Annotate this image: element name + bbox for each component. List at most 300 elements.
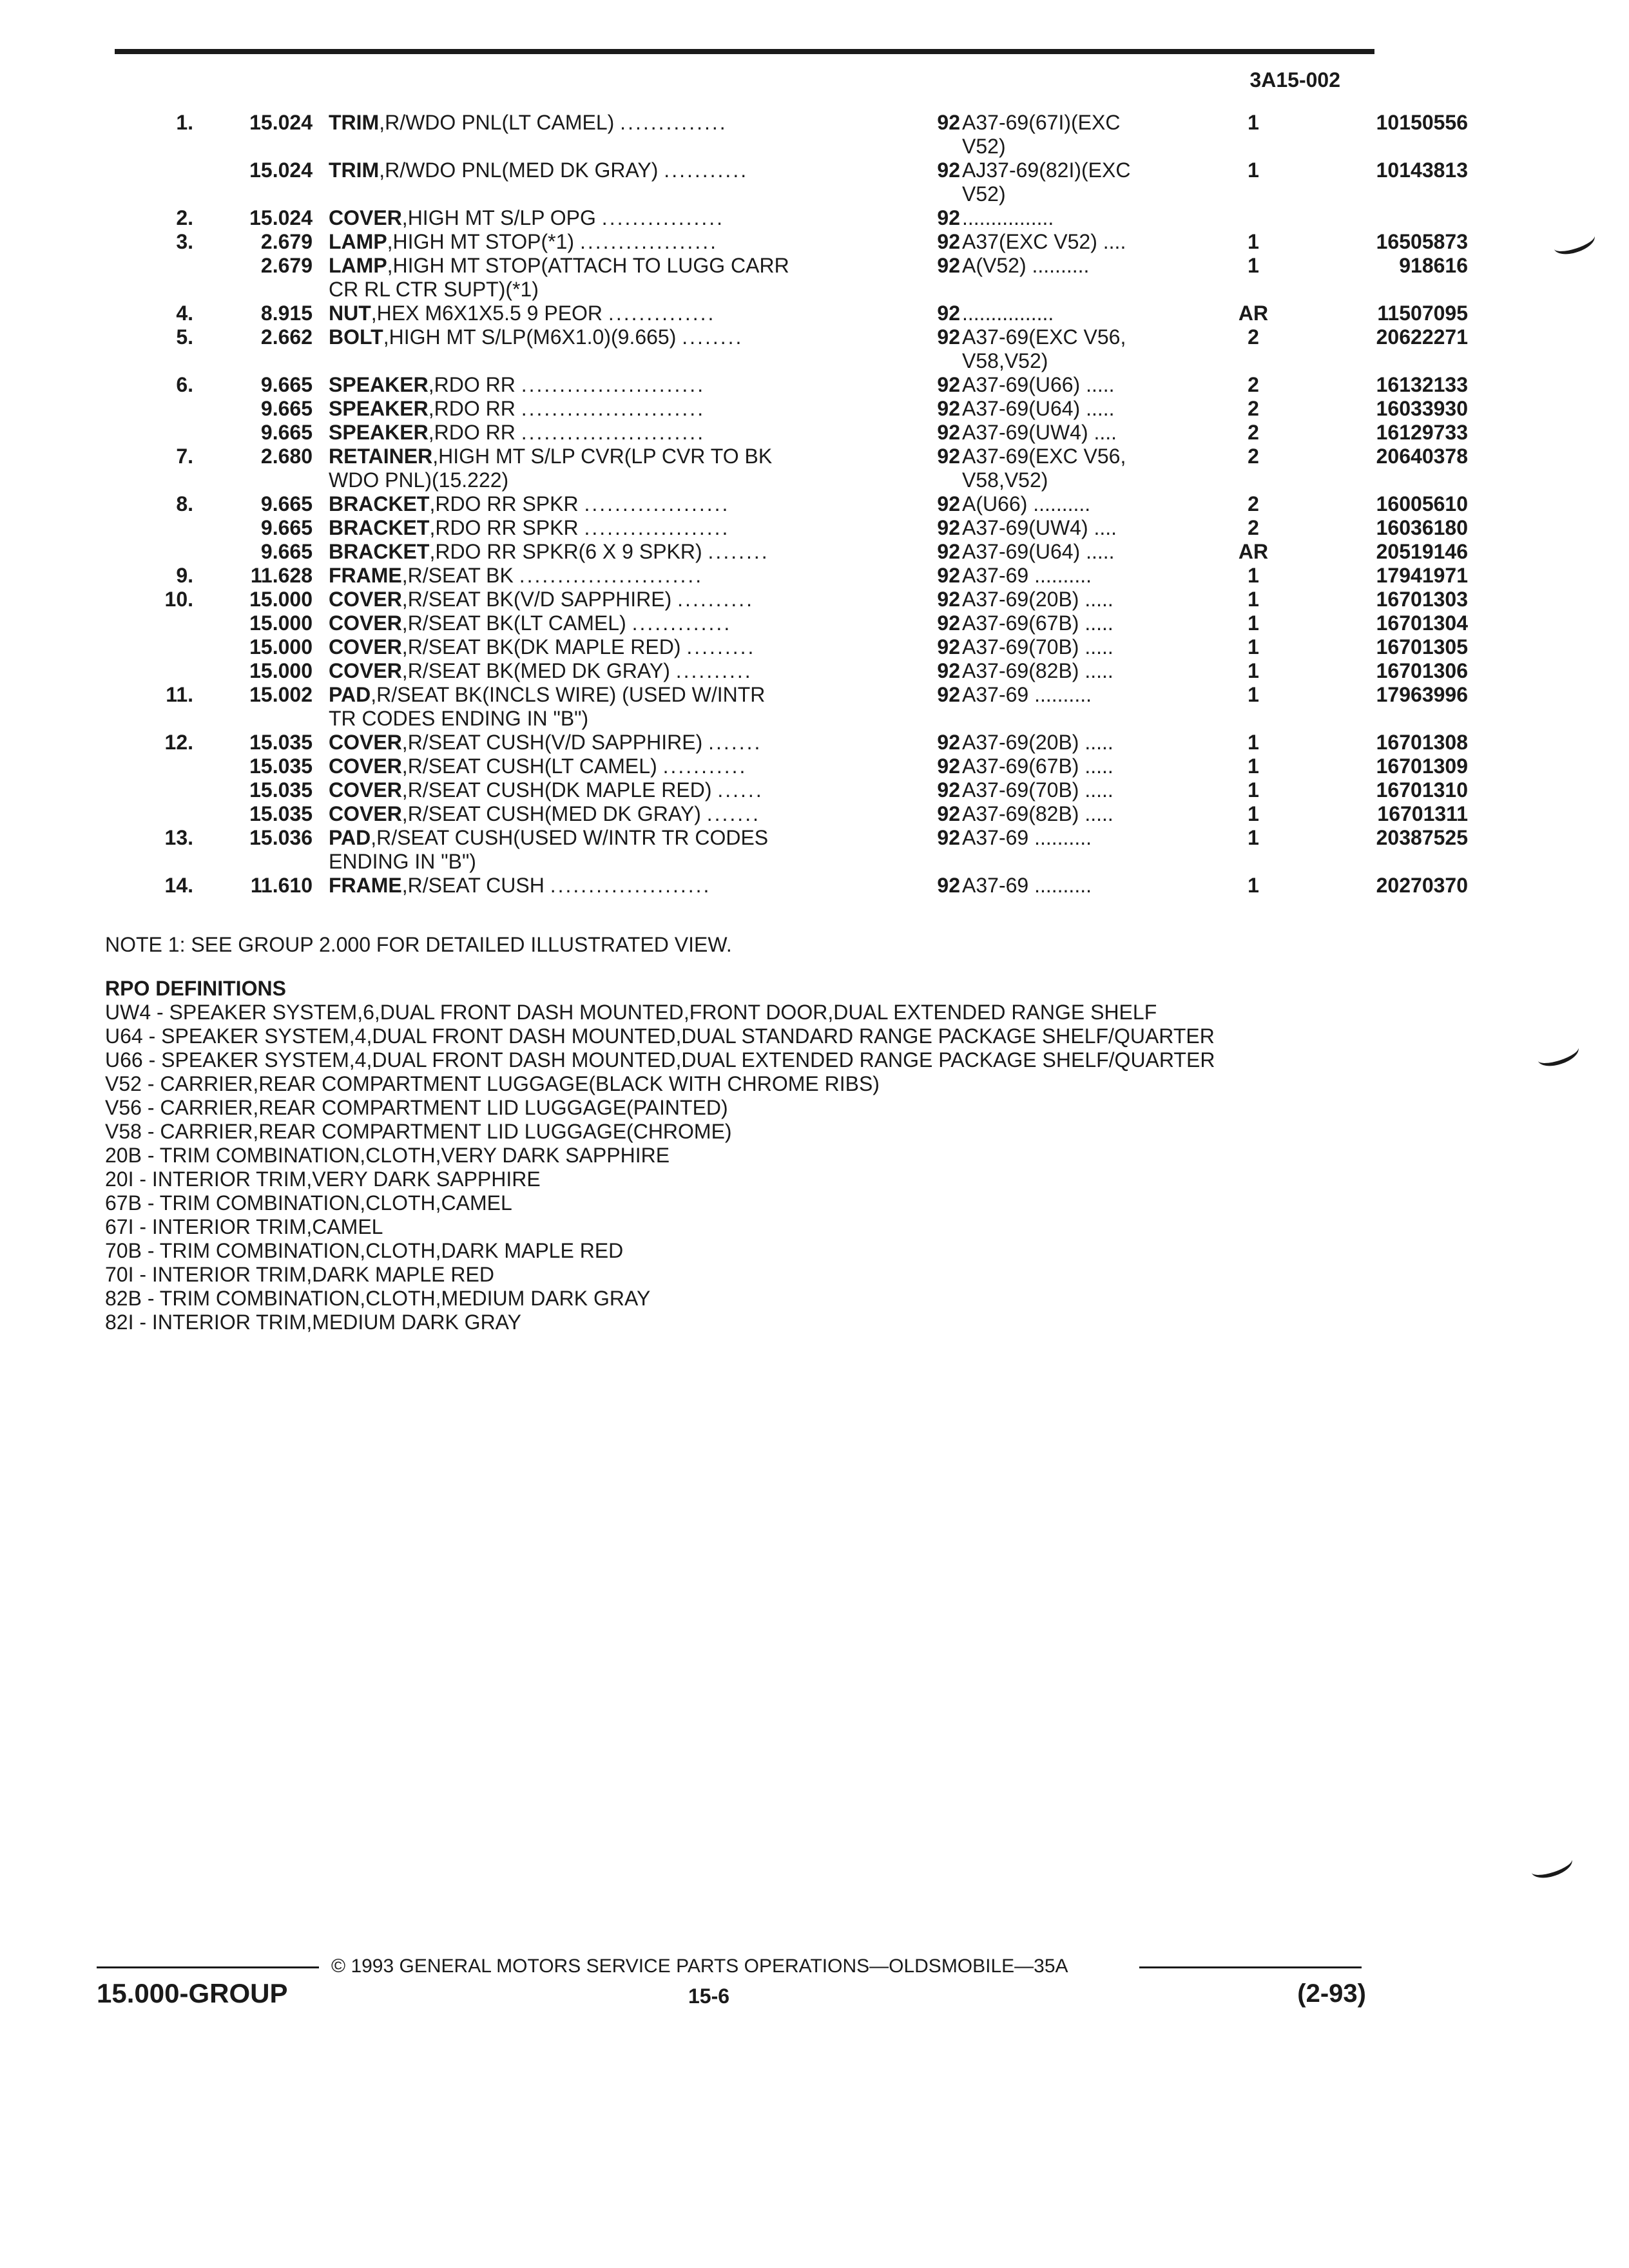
quantity: 1: [1248, 254, 1259, 277]
part-row: [97, 802, 1468, 826]
part-row: [97, 302, 1468, 325]
quantity: 1: [1248, 731, 1259, 754]
model-codes: A(U66) ..........: [962, 492, 1091, 515]
model-year: 92: [937, 588, 960, 611]
part-row: [97, 421, 1468, 445]
part-desc-text: ,HIGH MT S/LP OPG: [401, 206, 596, 229]
group-number: 9.665: [260, 373, 313, 396]
part-row: [97, 635, 1468, 659]
part-noun: COVER: [329, 611, 402, 635]
part-description: [329, 659, 960, 683]
group-number: 15.035: [249, 802, 313, 825]
part-number: 16701304: [1376, 611, 1468, 635]
part-noun: TRIM: [329, 159, 380, 182]
part-row: [97, 826, 1468, 873]
item-number: 11.: [166, 683, 193, 706]
part-desc-text: ,R/SEAT CUSH(V/D SAPPHIRE): [401, 731, 703, 754]
part-noun: COVER: [329, 754, 402, 778]
model-year: 92: [937, 325, 960, 349]
part-noun: COVER: [329, 802, 402, 825]
part-desc-text: ,HIGH MT S/LP CVR(LP CVR TO BK: [432, 445, 773, 468]
part-desc-text: ,R/SEAT CUSH(MED DK GRAY): [401, 802, 701, 825]
part-row: [97, 111, 1468, 158]
quantity: 2: [1248, 516, 1259, 539]
model-year: 92: [937, 254, 960, 277]
part-row: [97, 373, 1468, 397]
item-number: 7.: [176, 445, 193, 468]
model-codes: A(V52) ..........: [962, 254, 1090, 277]
part-noun: COVER: [329, 635, 402, 658]
dot-leader: .......: [706, 802, 760, 825]
model-codes: AJ37-69(82I)(EXC: [962, 159, 1131, 182]
quantity: AR: [1238, 302, 1269, 325]
model-year: 92: [937, 302, 960, 325]
part-description: [329, 802, 960, 826]
group-number: 15.024: [249, 111, 313, 134]
part-number: 16701306: [1376, 659, 1468, 682]
model-year: 92: [937, 230, 960, 253]
part-row: [97, 611, 1468, 635]
dot-leader: ........................: [521, 397, 706, 420]
part-description: [329, 754, 960, 778]
model-codes: A37-69(U64) .....: [962, 397, 1115, 420]
part-description: [329, 564, 960, 588]
part-row: [97, 540, 1468, 564]
part-number: 11507095: [1377, 302, 1468, 325]
part-desc-text: ,R/SEAT BK: [401, 564, 514, 587]
part-row: [97, 516, 1468, 540]
model-codes: A37-69(UW4) ....: [962, 516, 1117, 539]
part-row: [97, 159, 1468, 206]
model-year: 92: [937, 778, 960, 802]
quantity: 1: [1248, 874, 1259, 897]
quantity: 2: [1248, 325, 1259, 349]
model-codes: A37-69(U66) .....: [962, 373, 1115, 396]
rpo-definition: V52 - CARRIER,REAR COMPARTMENT LUGGAGE(BLACK WITH CHROME RIBS): [105, 1072, 880, 1095]
part-description: [329, 421, 960, 445]
part-row: [97, 683, 1468, 730]
part-desc-text: ,R/SEAT CUSH(USED W/INTR TR CODES: [371, 826, 769, 849]
group-number: 15.000: [249, 659, 313, 682]
group-number: 15.035: [249, 778, 313, 802]
dot-leader: ........................: [521, 373, 706, 396]
model-year: 92: [937, 540, 960, 563]
dot-leader: ......: [717, 778, 764, 802]
part-desc-text: ,RDO RR SPKR: [429, 492, 579, 515]
footer-rule-left: [97, 1966, 319, 1968]
part-row: [97, 874, 1468, 898]
part-number: 16701309: [1376, 754, 1468, 778]
part-description: [329, 230, 960, 254]
model-year: 92: [937, 659, 960, 682]
part-description: [329, 731, 960, 754]
item-number: 3.: [176, 230, 193, 253]
dot-leader: ..................: [579, 230, 718, 253]
dot-leader: ........................: [521, 421, 706, 444]
part-description-continued: WDO PNL)(15.222): [329, 468, 509, 492]
dot-leader: .........: [686, 635, 756, 658]
part-number: 16005610: [1376, 492, 1468, 515]
part-description-continued: ENDING IN "B"): [329, 850, 476, 873]
part-noun: BRACKET: [329, 516, 430, 539]
part-noun: LAMP: [329, 254, 387, 277]
model-codes: A37-69(82B) .....: [962, 802, 1113, 825]
footer-copyright: © 1993 GENERAL MOTORS SERVICE PARTS OPERATIONS—OLDSMOBILE—35A: [331, 1956, 1068, 1977]
part-number: 20622271: [1376, 325, 1468, 349]
part-noun: PAD: [329, 683, 371, 706]
part-noun: COVER: [329, 206, 402, 229]
model-codes: A37-69(70B) .....: [962, 778, 1113, 802]
part-desc-text: ,R/SEAT CUSH(LT CAMEL): [401, 754, 657, 778]
part-row: [97, 564, 1468, 588]
part-number: 16033930: [1376, 397, 1468, 420]
part-noun: SPEAKER: [329, 421, 429, 444]
part-desc-text: ,R/SEAT BK(DK MAPLE RED): [401, 635, 681, 658]
binder-mark: [1551, 226, 1598, 259]
model-codes: A37-69(EXC V56,: [962, 325, 1126, 349]
part-noun: BRACKET: [329, 492, 430, 515]
model-year: 92: [937, 611, 960, 635]
item-number: 13.: [164, 826, 193, 849]
quantity: 1: [1248, 635, 1259, 658]
part-desc-text: ,HIGH MT S/LP(M6X1.0)(9.665): [383, 325, 677, 349]
part-description: [329, 111, 960, 135]
group-number: 9.665: [260, 397, 313, 420]
rpo-definition: 67I - INTERIOR TRIM,CAMEL: [105, 1215, 383, 1238]
footer-group: 15.000-GROUP: [97, 1978, 288, 2008]
part-number: 16701310: [1376, 778, 1468, 802]
part-description: [329, 826, 960, 850]
part-number: 20270370: [1376, 874, 1468, 897]
quantity: 1: [1248, 778, 1259, 802]
part-description: [329, 159, 960, 182]
dot-leader: ...........: [662, 754, 747, 778]
part-description: [329, 683, 960, 707]
model-year: 92: [937, 683, 960, 706]
group-number: 15.000: [249, 588, 313, 611]
group-number: 15.035: [249, 754, 313, 778]
part-number: 10150556: [1376, 111, 1468, 134]
part-row: [97, 445, 1468, 492]
group-number: 2.679: [260, 254, 313, 277]
rpo-definition: V58 - CARRIER,REAR COMPARTMENT LID LUGGAGE(CHROME): [105, 1120, 732, 1143]
dot-leader: ...................: [584, 516, 730, 539]
part-row: [97, 492, 1468, 516]
part-row: [97, 731, 1468, 754]
part-row: [97, 325, 1468, 372]
model-year: 92: [937, 874, 960, 897]
rpo-definition: U64 - SPEAKER SYSTEM,4,DUAL FRONT DASH MOUNTED,DUAL STANDARD RANGE PACKAGE SHELF/QUARTER: [105, 1024, 1215, 1048]
quantity: 1: [1248, 611, 1259, 635]
model-codes: A37-69(67I)(EXC: [962, 111, 1121, 134]
item-number: 12.: [164, 731, 193, 754]
part-number: 16701305: [1376, 635, 1468, 658]
model-codes: A37-69(70B) .....: [962, 635, 1113, 658]
part-noun: NUT: [329, 302, 371, 325]
model-codes: A37-69(U64) .....: [962, 540, 1115, 563]
part-noun: FRAME: [329, 874, 402, 897]
part-noun: COVER: [329, 659, 402, 682]
model-codes: A37-69 ..........: [962, 564, 1092, 587]
part-noun: PAD: [329, 826, 371, 849]
part-noun: FRAME: [329, 564, 402, 587]
model-codes: A37-69 ..........: [962, 683, 1092, 706]
note: NOTE 1: SEE GROUP 2.000 FOR DETAILED ILLUSTRATED VIEW.: [105, 933, 732, 956]
model-year: 92: [937, 635, 960, 658]
part-number: 10143813: [1376, 159, 1468, 182]
quantity: 2: [1248, 492, 1259, 515]
group-number: 15.002: [249, 683, 313, 706]
rpo-definition: V56 - CARRIER,REAR COMPARTMENT LID LUGGAGE(PAINTED): [105, 1096, 728, 1119]
dot-leader: .....................: [550, 874, 711, 897]
part-number: 20387525: [1376, 826, 1468, 849]
part-description-continued: TR CODES ENDING IN "B"): [329, 707, 589, 730]
group-number: 11.610: [250, 874, 313, 897]
item-number: 14.: [164, 874, 193, 897]
binder-mark: [1535, 1038, 1582, 1071]
part-desc-text: ,RDO RR: [428, 373, 516, 396]
part-description: [329, 206, 960, 230]
top-rule: [115, 49, 1374, 54]
part-row: [97, 659, 1468, 683]
quantity: 1: [1248, 826, 1259, 849]
part-description-continued: CR RL CTR SUPT)(*1): [329, 278, 539, 301]
part-number: 20519146: [1376, 540, 1468, 563]
rpo-definition: U66 - SPEAKER SYSTEM,4,DUAL FRONT DASH MOUNTED,DUAL EXTENDED RANGE PACKAGE SHELF/QUARTER: [105, 1048, 1215, 1072]
part-desc-text: ,RDO RR SPKR: [429, 516, 579, 539]
model-year: 92: [937, 754, 960, 778]
part-description: [329, 492, 960, 516]
model-year: 92: [937, 492, 960, 515]
rpo-definition: 67B - TRIM COMBINATION,CLOTH,CAMEL: [105, 1191, 512, 1215]
quantity: 1: [1248, 802, 1259, 825]
part-desc-text: ,HIGH MT STOP(ATTACH TO LUGG CARR: [387, 254, 789, 277]
model-year: 92: [937, 421, 960, 444]
part-number: 918616: [1399, 254, 1468, 277]
dot-leader: ................: [601, 206, 725, 229]
rpo-list: [105, 1001, 1215, 1334]
part-description: [329, 325, 960, 349]
model-codes: A37-69(EXC V56,: [962, 445, 1126, 468]
model-codes-continued: V58,V52): [962, 468, 1048, 492]
group-number: 11.628: [250, 564, 313, 587]
part-row: [97, 397, 1468, 421]
part-noun: TRIM: [329, 111, 380, 134]
model-year: 92: [937, 397, 960, 420]
quantity: 1: [1248, 659, 1259, 682]
part-desc-text: ,HIGH MT STOP(*1): [387, 230, 575, 253]
part-number: 16129733: [1376, 421, 1468, 444]
item-number: 8.: [176, 492, 193, 515]
rpo-definition: 82I - INTERIOR TRIM,MEDIUM DARK GRAY: [105, 1311, 521, 1334]
quantity: 2: [1248, 421, 1259, 444]
quantity: 1: [1248, 564, 1259, 587]
group-number: 2.680: [260, 445, 313, 468]
rpo-definition: 82B - TRIM COMBINATION,CLOTH,MEDIUM DARK GRAY: [105, 1287, 651, 1310]
part-description: [329, 635, 960, 659]
part-description: [329, 611, 960, 635]
part-desc-text: ,R/WDO PNL(MED DK GRAY): [379, 159, 659, 182]
part-description: [329, 397, 960, 421]
rpo-definitions: [105, 977, 1215, 1334]
part-description: [329, 445, 960, 468]
footer-date: (2-93): [1297, 1979, 1366, 2008]
page-id: 3A15-002: [1249, 68, 1340, 91]
part-desc-text: ,R/WDO PNL(LT CAMEL): [379, 111, 615, 134]
group-number: 15.024: [249, 159, 313, 182]
item-number: 2.: [176, 206, 193, 229]
part-desc-text: ,RDO RR: [428, 397, 516, 420]
rpo-definition: 70I - INTERIOR TRIM,DARK MAPLE RED: [105, 1263, 494, 1286]
part-noun: COVER: [329, 588, 402, 611]
quantity: 1: [1248, 230, 1259, 253]
quantity: 1: [1248, 588, 1259, 611]
rpo-title: RPO DEFINITIONS: [105, 977, 286, 1000]
group-number: 15.035: [249, 731, 313, 754]
model-year: 92: [937, 111, 960, 134]
quantity: 1: [1248, 159, 1259, 182]
part-description: [329, 516, 960, 540]
group-number: 15.024: [249, 206, 313, 229]
item-number: 6.: [176, 373, 193, 396]
model-year: 92: [937, 159, 960, 182]
part-noun: SPEAKER: [329, 373, 429, 396]
model-codes: A37-69(82B) .....: [962, 659, 1113, 682]
dot-leader: .......: [708, 731, 762, 754]
part-number: 16701311: [1377, 802, 1468, 825]
dot-leader: ...........: [664, 159, 749, 182]
dot-leader: ..............: [608, 302, 716, 325]
part-description: [329, 254, 960, 278]
footer-page-number: 15-6: [688, 1984, 730, 2008]
part-number: 17963996: [1376, 683, 1468, 706]
part-number: 16132133: [1376, 373, 1468, 396]
part-description: [329, 588, 960, 611]
part-row: [97, 588, 1468, 611]
model-codes: ................: [962, 206, 1054, 229]
dot-leader: ..........: [675, 659, 753, 682]
binder-mark: [1528, 1850, 1576, 1883]
dot-leader: ..........: [677, 588, 755, 611]
quantity: 1: [1248, 754, 1259, 778]
part-desc-text: ,HEX M6X1X5.5 9 PEOR: [371, 302, 603, 325]
quantity: AR: [1238, 540, 1269, 563]
group-number: 15.000: [249, 635, 313, 658]
part-description: [329, 874, 960, 898]
model-year: 92: [937, 373, 960, 396]
model-codes: A37-69(20B) .....: [962, 731, 1113, 754]
part-noun: BRACKET: [329, 540, 430, 563]
dot-leader: ........: [682, 325, 744, 349]
quantity: 2: [1248, 445, 1259, 468]
item-number: 1.: [176, 111, 193, 134]
part-noun: BOLT: [329, 325, 383, 349]
quantity: 1: [1248, 683, 1259, 706]
part-number: 17941971: [1376, 564, 1468, 587]
model-year: 92: [937, 445, 960, 468]
part-row: [97, 754, 1468, 778]
group-number: 9.665: [260, 421, 313, 444]
group-number: 2.662: [260, 325, 313, 349]
item-number: 10.: [164, 588, 193, 611]
quantity: 1: [1248, 111, 1259, 134]
group-number: 8.915: [260, 302, 313, 325]
part-desc-text: ,R/SEAT CUSH(DK MAPLE RED): [401, 778, 712, 802]
model-codes-continued: V52): [962, 135, 1006, 158]
model-year: 92: [937, 206, 960, 229]
group-number: 15.000: [249, 611, 313, 635]
part-desc-text: ,RDO RR: [428, 421, 516, 444]
model-codes-continued: V52): [962, 182, 1006, 206]
rpo-definition: 20I - INTERIOR TRIM,VERY DARK SAPPHIRE: [105, 1168, 541, 1191]
rpo-definition: 70B - TRIM COMBINATION,CLOTH,DARK MAPLE RED: [105, 1239, 624, 1262]
dot-leader: ........................: [519, 564, 704, 587]
part-number: 16701303: [1376, 588, 1468, 611]
group-number: 9.665: [260, 540, 313, 563]
item-number: 4.: [176, 302, 193, 325]
part-noun: COVER: [329, 731, 402, 754]
group-number: 9.665: [260, 516, 313, 539]
model-year: 92: [937, 731, 960, 754]
part-noun: RETAINER: [329, 445, 433, 468]
model-year: 92: [937, 802, 960, 825]
part-noun: COVER: [329, 778, 402, 802]
part-desc-text: ,R/SEAT CUSH: [401, 874, 545, 897]
part-noun: SPEAKER: [329, 397, 429, 420]
part-description: [329, 540, 960, 564]
part-desc-text: ,RDO RR SPKR(6 X 9 SPKR): [429, 540, 702, 563]
part-description: [329, 302, 960, 325]
item-number: 5.: [176, 325, 193, 349]
model-year: 92: [937, 564, 960, 587]
model-codes: A37-69 ..........: [962, 874, 1092, 897]
group-number: 15.036: [249, 826, 313, 849]
part-number: 16505873: [1376, 230, 1468, 253]
rpo-definition: UW4 - SPEAKER SYSTEM,6,DUAL FRONT DASH MOUNTED,FRONT DOOR,DUAL EXTENDED RANGE SHELF: [105, 1001, 1157, 1024]
model-codes: A37-69(20B) .....: [962, 588, 1113, 611]
part-row: [97, 254, 1468, 301]
model-codes: A37-69 ..........: [962, 826, 1092, 849]
part-description: [329, 778, 960, 802]
part-desc-text: ,R/SEAT BK(V/D SAPPHIRE): [401, 588, 672, 611]
group-number: 2.679: [260, 230, 313, 253]
part-number: 16701308: [1376, 731, 1468, 754]
dot-leader: ........: [708, 540, 769, 563]
quantity: 2: [1248, 373, 1259, 396]
model-codes: A37-69(67B) .....: [962, 611, 1113, 635]
footer-rule-right: [1139, 1966, 1362, 1968]
model-year: 92: [937, 826, 960, 849]
model-year: 92: [937, 516, 960, 539]
dot-leader: ...................: [584, 492, 730, 515]
model-codes: A37-69(67B) .....: [962, 754, 1113, 778]
part-desc-text: ,R/SEAT BK(INCLS WIRE) (USED W/INTR: [371, 683, 766, 706]
rpo-definition: 20B - TRIM COMBINATION,CLOTH,VERY DARK SAPPHIRE: [105, 1144, 670, 1167]
dot-leader: ..............: [620, 111, 728, 134]
dot-leader: .............: [631, 611, 732, 635]
part-desc-text: ,R/SEAT BK(LT CAMEL): [401, 611, 626, 635]
model-codes: A37-69(UW4) ....: [962, 421, 1117, 444]
model-codes: A37(EXC V52) ....: [962, 230, 1126, 253]
part-description: [329, 373, 960, 397]
part-row: [97, 778, 1468, 802]
part-number: 16036180: [1376, 516, 1468, 539]
part-row: [97, 206, 1385, 230]
part-number: 20640378: [1376, 445, 1468, 468]
part-noun: LAMP: [329, 230, 387, 253]
quantity: 2: [1248, 397, 1259, 420]
model-codes-continued: V58,V52): [962, 349, 1048, 372]
